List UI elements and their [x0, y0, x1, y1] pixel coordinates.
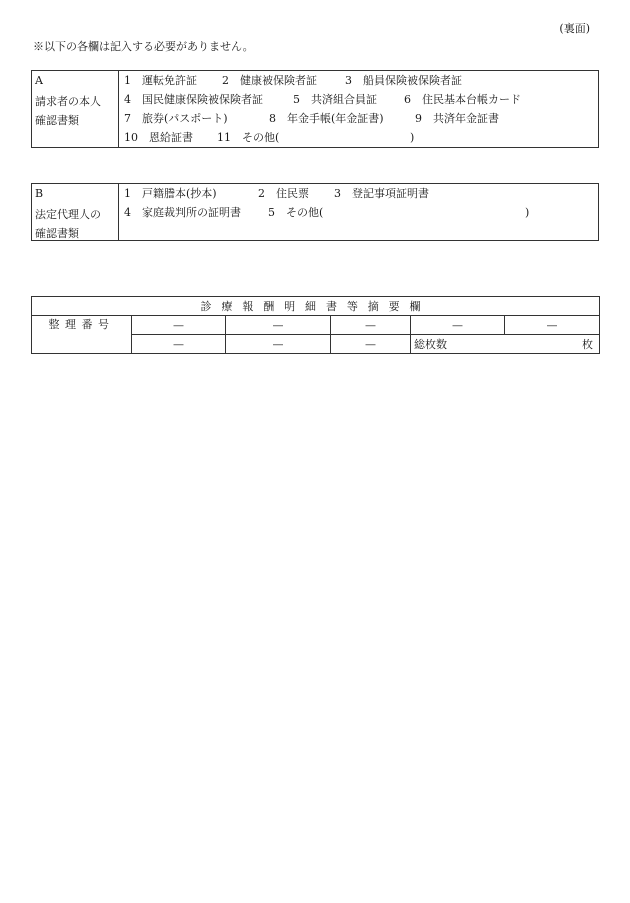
page-side-label: (裏面): [559, 22, 590, 35]
section-a-title-line1: 請求者の本人: [35, 95, 101, 108]
section-b-title-line1: 法定代理人の: [35, 208, 101, 221]
section-b-title-line2: 確認書類: [35, 227, 79, 240]
section-b-code: B: [35, 187, 44, 200]
total-sheets-label: 総枚数: [414, 338, 447, 351]
option-a7: 7 旅券(パスポート): [124, 112, 228, 125]
section-b-header: [32, 184, 119, 240]
option-b2: 2 住民票: [258, 187, 309, 200]
number-cell[interactable]: —: [226, 335, 331, 354]
section-a-header: [32, 71, 119, 147]
total-sheets-unit: 枚: [582, 338, 593, 351]
summary-table: [31, 296, 600, 354]
option-b5: 5 その他(: [268, 206, 324, 219]
section-a-box: [31, 70, 599, 148]
section-a-options: [118, 71, 598, 147]
number-cell[interactable]: —: [505, 316, 600, 335]
option-a11-close-paren: ): [410, 131, 415, 144]
option-a9: 9 共済年金証書: [415, 112, 499, 125]
option-a3: 3 船員保険被保険者証: [345, 74, 462, 87]
option-b4: 4 家庭裁判所の証明書: [124, 206, 241, 219]
option-a11: 11 その他(: [217, 131, 280, 144]
option-a2: 2 健康被保険者証: [222, 74, 317, 87]
summary-title: 診療報酬明細書等摘要欄: [32, 297, 600, 316]
option-a10: 10 恩給証書: [124, 131, 193, 144]
number-cell[interactable]: —: [132, 316, 226, 335]
option-a6: 6 住民基本台帳カード: [404, 93, 521, 106]
option-b5-close-paren: ): [525, 206, 530, 219]
number-cell[interactable]: —: [226, 316, 331, 335]
section-b-options: [118, 184, 598, 240]
option-a1: 1 運転免許証: [124, 74, 197, 87]
option-a4: 4 国民健康保険被保険者証: [124, 93, 263, 106]
section-a-code: A: [35, 74, 43, 87]
option-b3: 3 登記事項証明書: [334, 187, 429, 200]
section-a-title-line2: 確認書類: [35, 114, 79, 127]
number-cell[interactable]: —: [132, 335, 226, 354]
option-b1: 1 戸籍謄本(抄本): [124, 187, 217, 200]
number-label: 整理番号: [32, 316, 132, 354]
option-a8: 8 年金手帳(年金証書): [269, 112, 384, 125]
number-cell[interactable]: —: [411, 316, 505, 335]
option-a5: 5 共済組合員証: [293, 93, 377, 106]
number-cell[interactable]: —: [331, 316, 411, 335]
section-b-box: [31, 183, 599, 241]
instruction-note: ※以下の各欄は記入する必要がありません。: [33, 40, 254, 53]
total-sheets-cell[interactable]: [411, 335, 600, 354]
number-cell[interactable]: —: [331, 335, 411, 354]
